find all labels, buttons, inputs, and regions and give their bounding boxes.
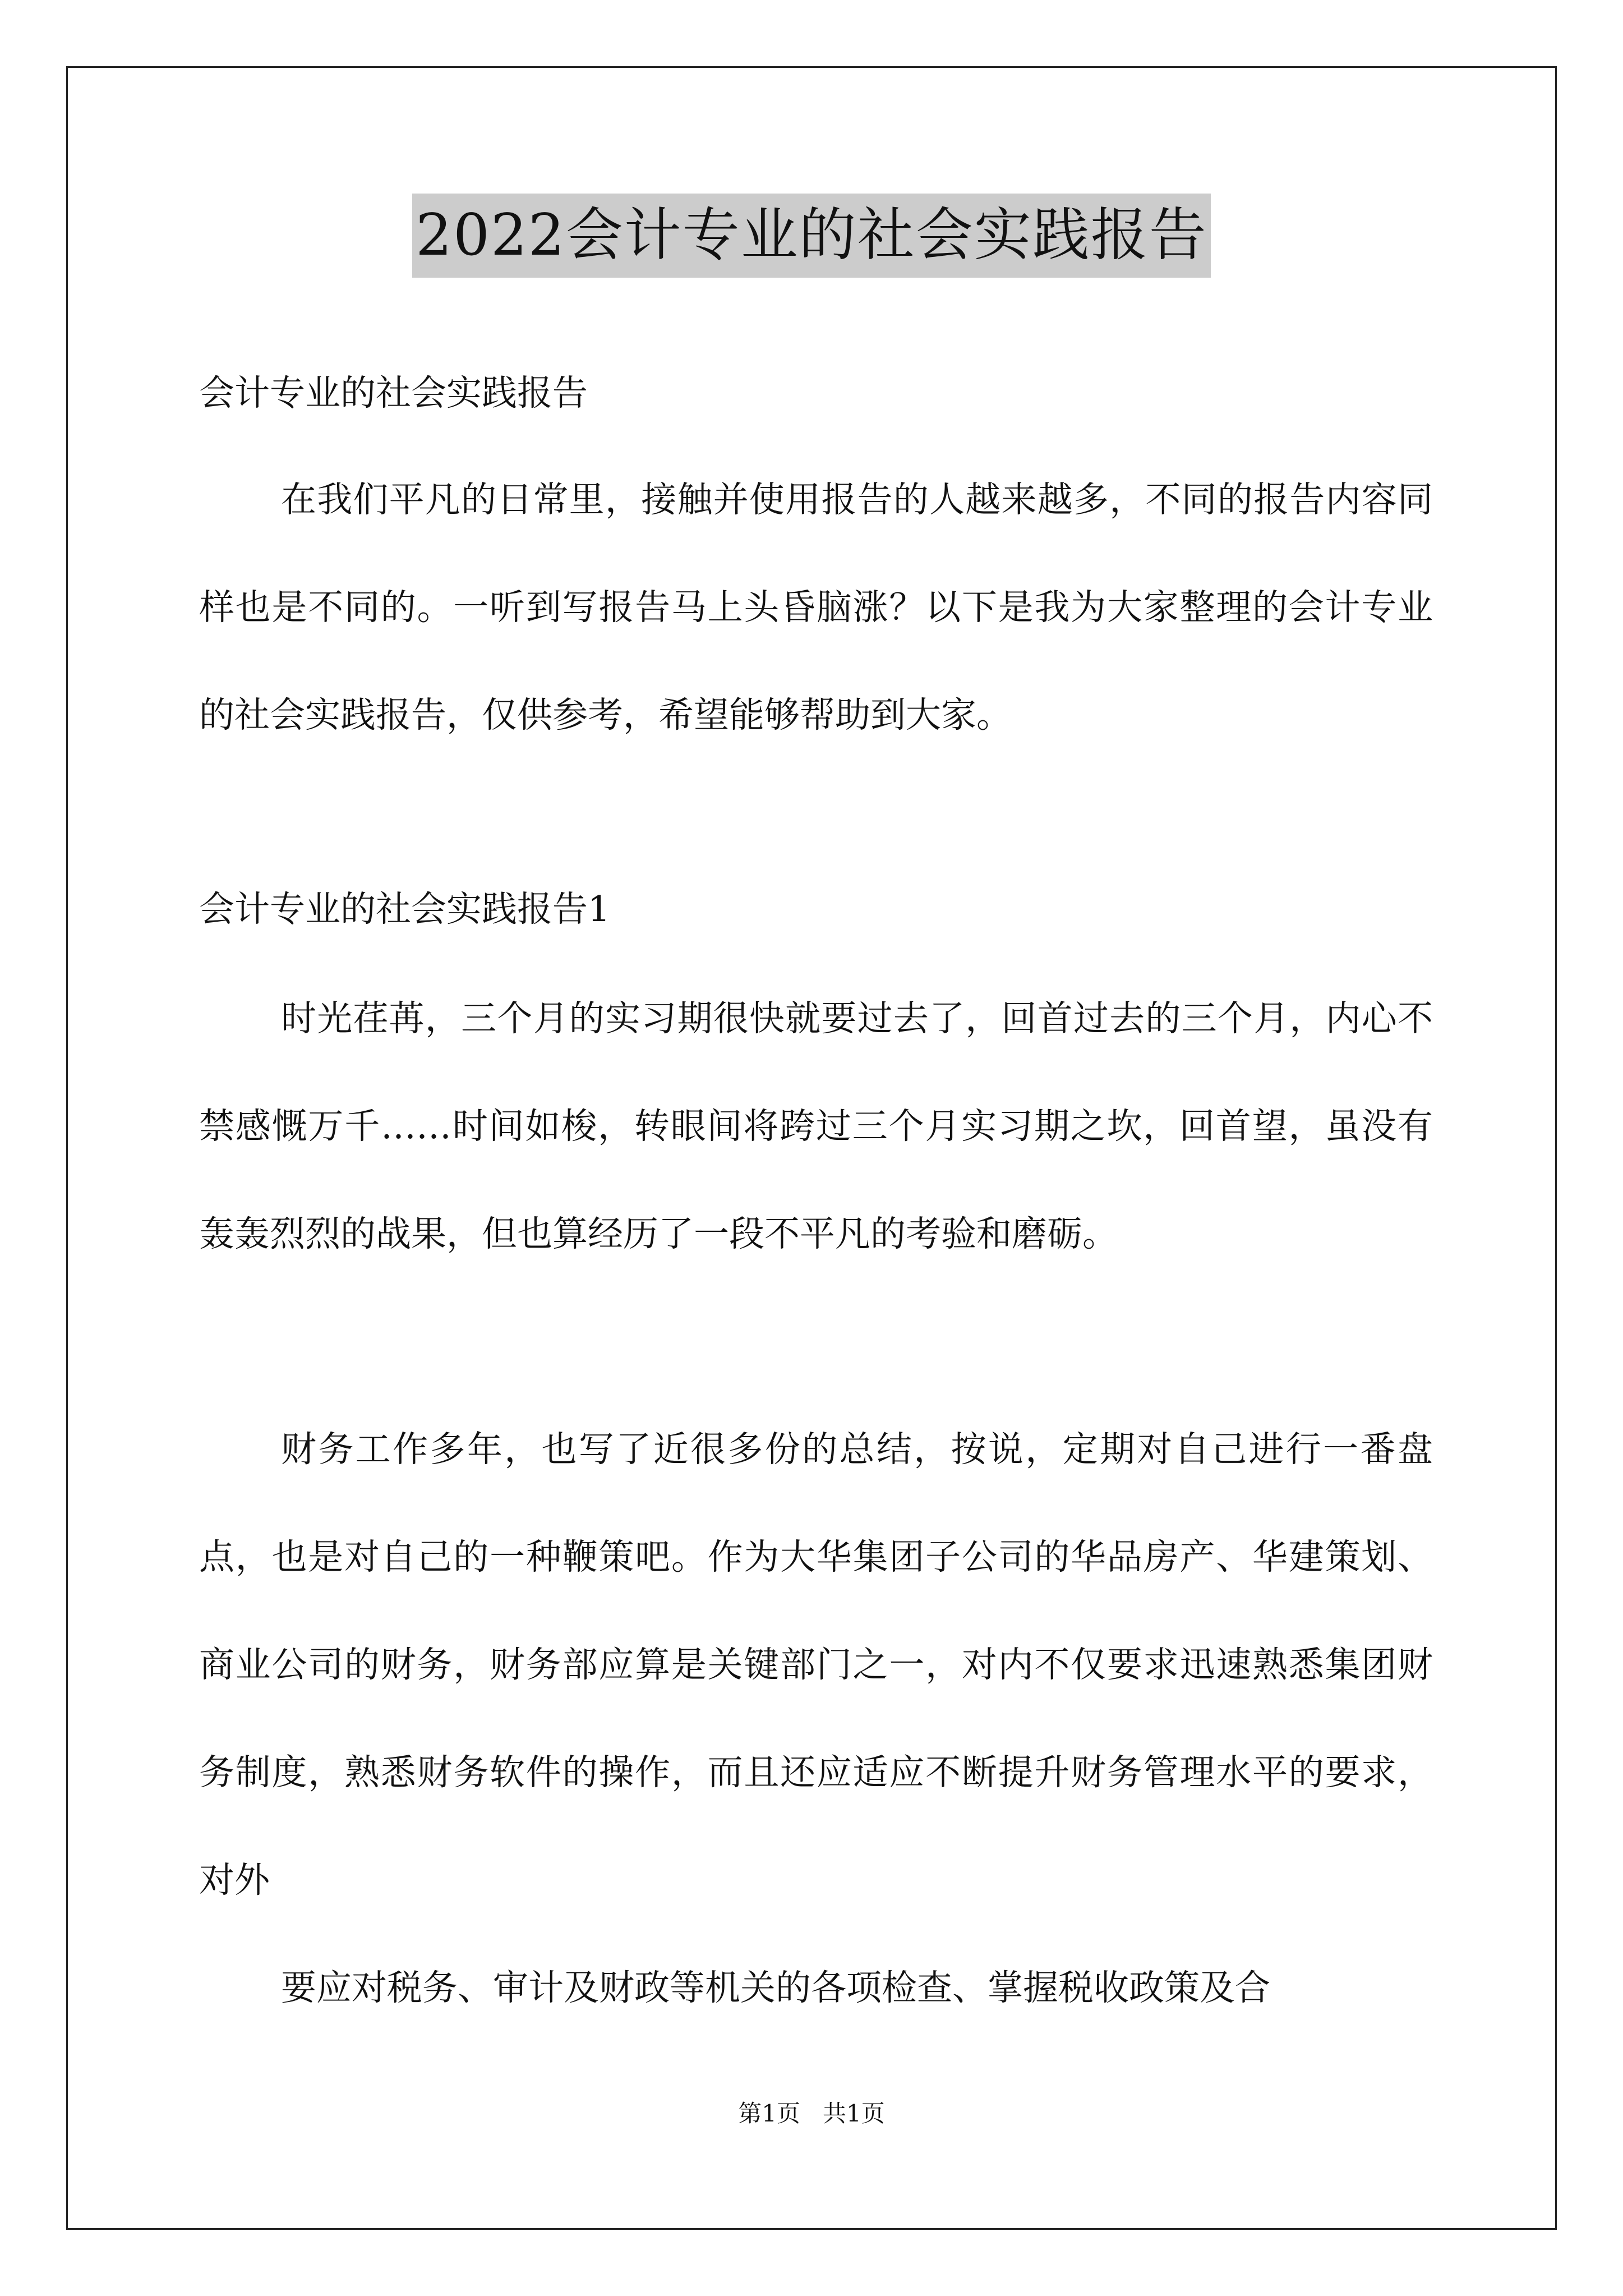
body-paragraph-1: 时光荏苒，三个月的实习期很快就要过去了，回首过去的三个月，内心不禁感慨万千……时间如梭，转眼间将跨过三个月实习期之坎，回首望，虽没有轰轰烈烈的战果，但也算经历了一段不平凡的考验和磨砺。	[199, 998, 1433, 1254]
title-container	[0, 194, 1623, 278]
body-paragraph-2: 财务工作多年，也写了近很多份的总结，按说，定期对自己进行一番盘点，也是对自己的一种鞭策吧。作为大华集团子公司的华品房产、华建策划、商业公司的财务，财务部应算是关键部门之一，对内不仅要求迅速熟悉集团财务制度，熟悉财务软件的操作，而且还应适应不断提升财务管理水平的要求，对外	[199, 1429, 1433, 1901]
body-paragraph-3: 要应对税务、审计及财政等机关的各项检查、掌握税收政策及合	[281, 1967, 1270, 2008]
document-title: 2022会计专业的社会实践报告	[412, 194, 1211, 278]
section-heading: 会计专业的社会实践报告1	[199, 889, 611, 930]
intro-paragraph: 在我们平凡的日常里，接触并使用报告的人越来越多，不同的报告内容同样也是不同的。一听到写报告马上头昏脑涨？以下是我为大家整理的会计专业的社会实践报告，仅供参考，希望能够帮助到大家。	[199, 479, 1433, 735]
document-subtitle: 会计专业的社会实践报告	[199, 372, 588, 413]
page-footer: 第1页 共1页	[738, 2100, 885, 2127]
